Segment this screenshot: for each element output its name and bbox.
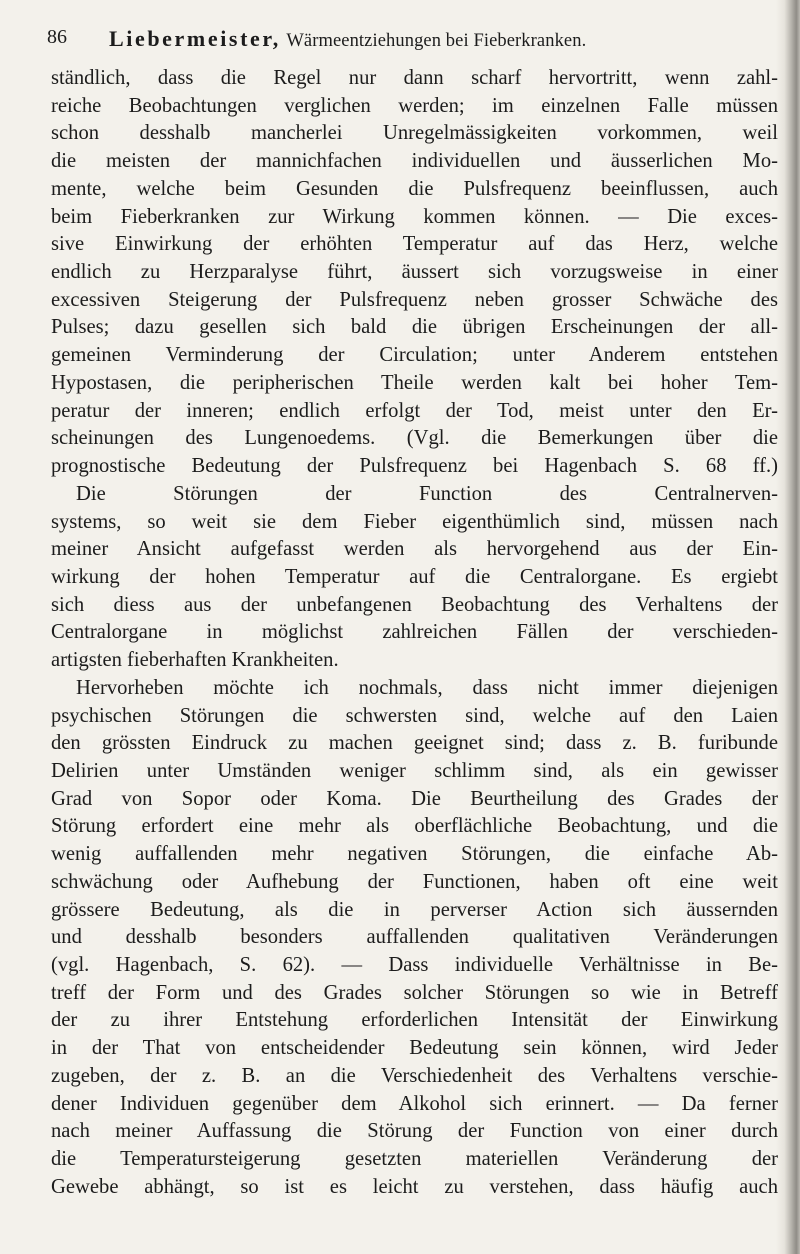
page-edge-shadow [776,0,800,1254]
text-line: (vgl. Hagenbach, S. 62). — Dass individuelle Verhältnisse in Be- [51,954,778,976]
text-line: schon desshalb mancherlei Unregelmässigkeiten vorkommen, weil [51,122,778,145]
text-line: psychischen Störungen die schwersten sind, welche auf den Laien [51,704,778,727]
text-line: meiner Ansicht aufgefasst werden als hervorgehend aus der Ein- [51,538,778,561]
text-line: und desshalb besonders auffallenden qualitativen Veränderungen [51,926,778,949]
text-line: scheinungen des Lungenoedems. (Vgl. die Bemerkungen über die [51,427,778,450]
header-title: Wärmeentziehungen bei Fieberkranken. [286,31,587,51]
body-text [51,65,778,1201]
header-author: Liebermeister, [109,26,281,51]
text-line: Die Störungen der Function des Centralnerven- [76,482,778,505]
text-line: sich diess aus der unbefangenen Beobachtung des Verhaltens der [51,593,778,616]
text-line: Hervorheben möchte ich nochmals, dass nicht immer diejenigen [76,676,778,699]
text-line: gemeinen Verminderung der Circulation; unter Anderem entstehen [51,344,778,367]
text-line: sive Einwirkung der erhöhten Temperatur auf das Herz, welche [51,233,778,256]
running-header [47,26,740,58]
text-line: Centralorgane in möglichst zahlreichen Fällen der verschieden- [51,621,778,644]
running-title [109,26,586,52]
text-line: wirkung der hohen Temperatur auf die Centralorgane. Es ergiebt [51,565,778,588]
text-line: beim Fieberkranken zur Wirkung kommen können. — Die exces- [51,205,778,228]
text-line: nach meiner Auffassung die Störung der Function von einer durch [51,1120,778,1143]
text-line: Hypostasen, die peripherischen Theile werden kalt bei hoher Tem- [51,371,778,394]
text-line: den grössten Eindruck zu machen geeignet sind; dass z. B. furibunde [51,732,778,755]
text-line: artigsten fieberhaften Krankheiten. [51,649,339,672]
text-line: dener Individuen gegenüber dem Alkohol sich erinnert. — Da ferner [51,1092,778,1115]
text-line: schwächung oder Aufhebung der Functionen, haben oft eine weit [51,870,778,893]
text-line: in der That von entscheidender Bedeutung sein können, wird Jeder [51,1037,778,1060]
text-line: die Temperatursteigerung gesetzten materiellen Veränderung der [51,1148,778,1171]
text-line: zugeben, der z. B. an die Verschiedenheit des Verhaltens verschie- [51,1064,778,1087]
text-line: mente, welche beim Gesunden die Pulsfrequenz beeinflussen, auch [51,177,778,200]
text-line: wenig auffallenden mehr negativen Störungen, die einfache Ab- [51,843,778,866]
page-number: 86 [47,26,67,48]
text-line: Grad von Sopor oder Koma. Die Beurtheilung des Grades der [51,787,778,810]
text-line: ständlich, dass die Regel nur dann scharf hervortritt, wenn zahl- [51,67,778,89]
text-line: Delirien unter Umständen weniger schlimm sind, als ein gewisser [51,759,778,782]
text-line: Gewebe abhängt, so ist es leicht zu verstehen, dass häufig auch [51,1175,778,1198]
text-line: Störung erfordert eine mehr als oberflächliche Beobachtung, und die [51,815,778,838]
text-line: systems, so weit sie dem Fieber eigenthümlich sind, müssen nach [51,510,778,533]
text-line: die meisten der mannichfachen individuellen und äusserlichen Mo- [51,150,778,173]
text-line: der zu ihrer Entstehung erforderlichen Intensität der Einwirkung [51,1009,778,1032]
text-line: grössere Bedeutung, als die in perverser Action sich äussernden [51,898,778,921]
text-line: reiche Beobachtungen verglichen werden; im einzelnen Falle müssen [51,94,778,117]
text-line: excessiven Steigerung der Pulsfrequenz neben grosser Schwäche des [51,288,778,311]
text-line: peratur der inneren; endlich erfolgt der Tod, meist unter den Er- [51,399,778,422]
text-line: treff der Form und des Grades solcher Störungen so wie in Betreff [51,981,778,1004]
text-line: endlich zu Herzparalyse führt, äussert sich vorzugsweise in einer [51,261,778,284]
text-line: prognostische Bedeutung der Pulsfrequenz bei Hagenbach S. 68 ff.) [51,455,778,478]
text-line: Pulses; dazu gesellen sich bald die übrigen Erscheinungen der all- [51,316,778,339]
